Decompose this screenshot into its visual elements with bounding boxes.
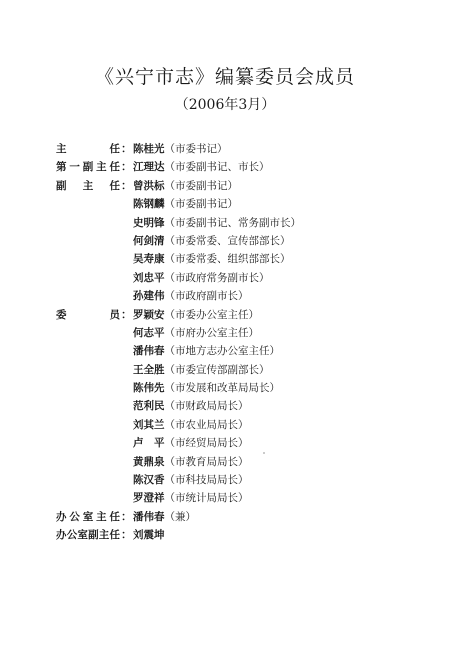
roster-row <box>56 232 436 250</box>
roster-post: （市政府常务副市长） <box>164 271 270 284</box>
roster-post: （兼） <box>164 510 196 523</box>
roster-role-colon: ： <box>121 160 132 174</box>
roster-person <box>133 232 291 250</box>
roster-role-colon: ： <box>121 528 132 542</box>
roster-person <box>133 287 249 305</box>
roster-person <box>133 416 249 434</box>
roster-post: （市发展和改革局局长） <box>164 382 280 395</box>
roster-post: （市委办公室主任） <box>164 308 259 321</box>
roster-name: 卢 平 <box>133 437 165 450</box>
roster-row <box>56 214 436 232</box>
roster-post: （市经贸局局长） <box>164 437 249 450</box>
roster-role-colon: ： <box>121 509 132 523</box>
roster-post: （市教育局局长） <box>164 455 249 468</box>
roster-row <box>56 471 436 489</box>
roster-name: 刘震坤 <box>133 529 165 542</box>
roster-post: （市委常委、组织部部长） <box>164 253 291 266</box>
roster-post: （市委副书记、市长） <box>164 161 270 174</box>
roster-row <box>56 489 436 507</box>
roster-role: 办公室主任 <box>56 510 120 523</box>
roster-role: 办公室副主任 <box>56 529 120 542</box>
roster-post: （市委宣传部副部长） <box>164 363 270 376</box>
roster-person <box>133 471 249 489</box>
roster-name: 江理达 <box>133 161 165 174</box>
roster-row <box>56 526 436 544</box>
roster-name: 陈桂光 <box>133 143 165 155</box>
roster-post: （市委副书记、常务副市长） <box>164 216 301 229</box>
roster-person <box>133 397 249 415</box>
roster-row <box>56 306 436 324</box>
roster-person <box>133 361 270 379</box>
roster-row <box>56 453 436 471</box>
roster-person <box>133 306 259 324</box>
roster-name: 孙建伟 <box>133 290 165 303</box>
roster-post: （市统计局局长） <box>164 492 249 505</box>
roster-post: （市财政局局长） <box>164 400 249 413</box>
roster-post: （市委书记） <box>164 143 228 155</box>
roster-person <box>133 379 280 397</box>
roster-role-colon: ： <box>121 307 132 321</box>
roster-role-colon: ： <box>121 178 132 192</box>
roster-row <box>56 250 436 268</box>
roster-person <box>133 158 270 176</box>
roster-person <box>133 140 228 158</box>
roster-post: （市地方志办公室主任） <box>164 345 280 358</box>
roster-name: 陈汉香 <box>133 474 165 487</box>
roster-row <box>56 269 436 287</box>
roster-name: 范利民 <box>133 400 165 413</box>
roster-name: 潘伟春 <box>133 510 165 523</box>
roster-row <box>56 397 436 415</box>
page-title: 《兴宁市志》编纂委员会成员 <box>94 66 355 88</box>
roster-post: （市科技局局长） <box>164 474 249 487</box>
roster-person <box>133 342 280 360</box>
roster-person <box>133 195 238 213</box>
roster-name: 曾洪标 <box>133 179 165 192</box>
roster-name: 史明锋 <box>133 216 165 229</box>
roster-person <box>133 526 165 544</box>
roster-person <box>133 324 259 342</box>
page-subtitle-date: （2006年3月） <box>174 97 276 113</box>
roster-person <box>133 214 301 232</box>
roster-post: （市府办公室主任） <box>164 326 259 339</box>
roster-row <box>56 379 436 397</box>
roster-name: 黄鼎泉 <box>133 455 165 468</box>
roster-row <box>56 177 436 195</box>
roster-post: （市委副书记） <box>164 179 238 192</box>
committee-roster <box>56 140 436 545</box>
roster-name: 罗澄祥 <box>133 492 165 505</box>
roster-name: 何剑清 <box>133 234 165 247</box>
roster-name: 潘伟春 <box>133 345 165 358</box>
roster-row <box>56 287 436 305</box>
roster-name: 何志平 <box>133 326 165 339</box>
roster-post: （市政府副市长） <box>164 290 249 303</box>
roster-row <box>56 195 436 213</box>
roster-row <box>56 324 436 342</box>
roster-name: 陈伟先 <box>133 382 165 395</box>
roster-row <box>56 416 436 434</box>
roster-person <box>133 250 291 268</box>
scan-speck <box>263 452 265 454</box>
roster-name: 吴寿康 <box>133 253 165 266</box>
roster-role: 主 任 <box>56 143 120 155</box>
roster-role: 委 员 <box>56 308 120 321</box>
roster-role: 副 主 任 <box>56 179 120 192</box>
roster-person <box>133 453 249 471</box>
roster-row <box>56 140 436 158</box>
roster-person <box>133 508 196 526</box>
roster-name: 刘其兰 <box>133 418 165 431</box>
roster-post: （市委常委、宣传部部长） <box>164 234 291 247</box>
roster-name: 罗颖安 <box>133 308 165 321</box>
roster-person <box>133 489 249 507</box>
roster-person <box>133 269 270 287</box>
roster-person <box>133 177 238 195</box>
roster-name: 陈钢麟 <box>133 198 165 211</box>
roster-name: 王全胜 <box>133 363 165 376</box>
roster-role-colon: ： <box>121 142 132 155</box>
roster-row <box>56 434 436 452</box>
roster-post: （市委副书记） <box>164 198 238 211</box>
roster-role: 第一副主任 <box>56 161 120 174</box>
roster-name: 刘忠平 <box>133 271 165 284</box>
roster-row <box>56 342 436 360</box>
roster-row <box>56 158 436 176</box>
roster-row <box>56 361 436 379</box>
roster-row <box>56 508 436 526</box>
roster-person <box>133 434 249 452</box>
roster-post: （市农业局局长） <box>164 418 249 431</box>
